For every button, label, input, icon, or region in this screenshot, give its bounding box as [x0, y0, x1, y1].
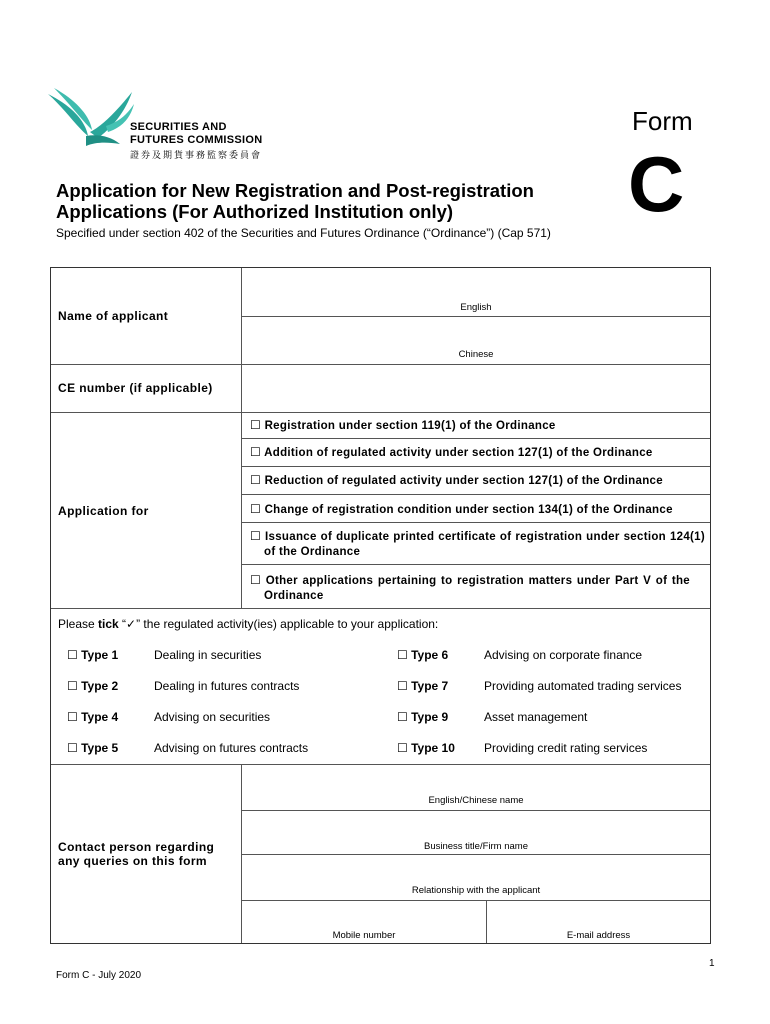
tick-note-before: Please: [58, 617, 99, 631]
checkbox-icon[interactable]: ☐: [250, 502, 262, 516]
type-code: Type 2: [81, 679, 119, 693]
application-for-label: [58, 504, 149, 518]
application-option[interactable]: [250, 529, 705, 560]
type-description: Providing automated trading services: [484, 679, 682, 693]
checkbox-icon[interactable]: ☐: [250, 573, 262, 587]
page-title: [56, 180, 616, 222]
application-option[interactable]: [250, 573, 690, 604]
contact-person-label: [58, 840, 214, 868]
applicant-name-label: Name of applicant: [58, 309, 169, 323]
application-option[interactable]: [250, 473, 705, 489]
form-letter: C: [628, 140, 685, 228]
mobile-caption: Mobile number: [332, 930, 396, 941]
checkbox-icon[interactable]: ☐: [397, 648, 408, 662]
ce-number-field[interactable]: [242, 366, 710, 411]
english-caption: English: [460, 302, 492, 313]
application-option-label: Other applications pertaining to registration matters under Part V of the Ordinance: [264, 575, 690, 602]
email-caption: E-mail address: [566, 930, 631, 941]
type-description: Dealing in futures contracts: [154, 679, 300, 693]
type-checkbox[interactable]: [67, 710, 118, 724]
application-option-label: Registration under section 119(1) of the Ordinance: [264, 420, 556, 432]
application-option[interactable]: [250, 418, 705, 434]
org-name-line2: FUTURES COMMISSION: [130, 134, 263, 146]
checkbox-icon[interactable]: ☐: [397, 710, 408, 724]
checkbox-icon[interactable]: ☐: [397, 741, 408, 755]
checkbox-icon[interactable]: ☐: [250, 418, 262, 432]
application-option-label: Change of registration condition under section 134(1) of the Ordinance: [264, 504, 673, 516]
checkbox-icon[interactable]: ☐: [250, 445, 262, 459]
type-code: Type 9: [411, 710, 449, 724]
type-code: Type 1: [81, 648, 119, 662]
checkbox-icon[interactable]: ☐: [397, 679, 408, 693]
option-divider: [241, 564, 710, 565]
type-checkbox[interactable]: [397, 710, 448, 724]
title-line2: Applications (For Authorized Institution only): [56, 201, 454, 222]
option-divider: [241, 494, 710, 495]
application-option[interactable]: [250, 502, 705, 518]
type-code: Type 7: [411, 679, 449, 693]
org-name: [130, 121, 263, 147]
type-checkbox[interactable]: [67, 741, 118, 755]
checkbox-icon[interactable]: ☐: [250, 529, 262, 543]
type-description: Asset management: [484, 710, 588, 724]
type-description: Dealing in securities: [154, 648, 262, 662]
application-option-label: Reduction of regulated activity under section 127(1) of the Ordinance: [264, 475, 663, 487]
contact-title-caption: Business title/Firm name: [423, 841, 528, 852]
page-subtitle: Specified under section 402 of the Securities and Futures Ordinance (“Ordinance”) (Cap 571): [56, 226, 551, 240]
org-name-chinese: 證券及期貨事務監察委員會: [130, 150, 263, 160]
checkbox-icon[interactable]: ☐: [67, 741, 78, 755]
contact-relationship-caption: Relationship with the applicant: [411, 885, 541, 896]
type-description: Advising on futures contracts: [154, 741, 309, 755]
checkbox-icon[interactable]: ☐: [67, 648, 78, 662]
type-checkbox[interactable]: [397, 741, 455, 755]
tick-note-bold: tick: [98, 617, 119, 631]
page-number: 1: [709, 958, 715, 969]
org-name-line1: SECURITIES AND: [130, 121, 227, 133]
type-description: Advising on securities: [154, 710, 271, 724]
footer-form-date: Form C - July 2020: [56, 970, 142, 981]
type-code: Type 5: [81, 741, 119, 755]
tick-instruction: [58, 617, 438, 631]
type-description: Advising on corporate finance: [484, 648, 643, 662]
contact-name-caption: English/Chinese name: [428, 795, 524, 806]
option-divider: [241, 522, 710, 523]
chinese-caption: Chinese: [458, 349, 494, 360]
checkbox-icon[interactable]: ☐: [67, 679, 78, 693]
option-divider: [241, 466, 710, 467]
type-code: Type 10: [411, 741, 455, 755]
ce-number-label: CE number (if applicable): [58, 381, 213, 395]
row-divider: [51, 412, 710, 413]
row-divider: [51, 364, 710, 365]
checkbox-icon[interactable]: ☐: [250, 473, 262, 487]
application-for-label-text: Application for: [58, 504, 149, 518]
type-checkbox[interactable]: [397, 648, 448, 662]
type-checkbox[interactable]: [397, 679, 448, 693]
contact-label-line2: any queries on this form: [58, 854, 207, 868]
application-option[interactable]: [250, 445, 705, 461]
option-divider: [241, 438, 710, 439]
tick-note-after: “✓” the regulated activity(ies) applicable to your application:: [118, 617, 439, 631]
type-code: Type 4: [81, 710, 119, 724]
row-divider: [51, 608, 710, 609]
type-checkbox[interactable]: [67, 648, 118, 662]
contact-label-line1: Contact person regarding: [58, 840, 215, 854]
type-code: Type 6: [411, 648, 449, 662]
application-option-label: Addition of regulated activity under section 127(1) of the Ordinance: [264, 447, 653, 459]
title-line1: Application for New Registration and Post-registration: [56, 180, 534, 201]
type-description: Providing credit rating services: [484, 741, 648, 755]
checkbox-icon[interactable]: ☐: [67, 710, 78, 724]
form-word: Form: [632, 106, 693, 136]
type-checkbox[interactable]: [67, 679, 118, 693]
application-option-label: Issuance of duplicate printed certificate of registration under section 124(1) of the Ordinance: [264, 531, 705, 558]
